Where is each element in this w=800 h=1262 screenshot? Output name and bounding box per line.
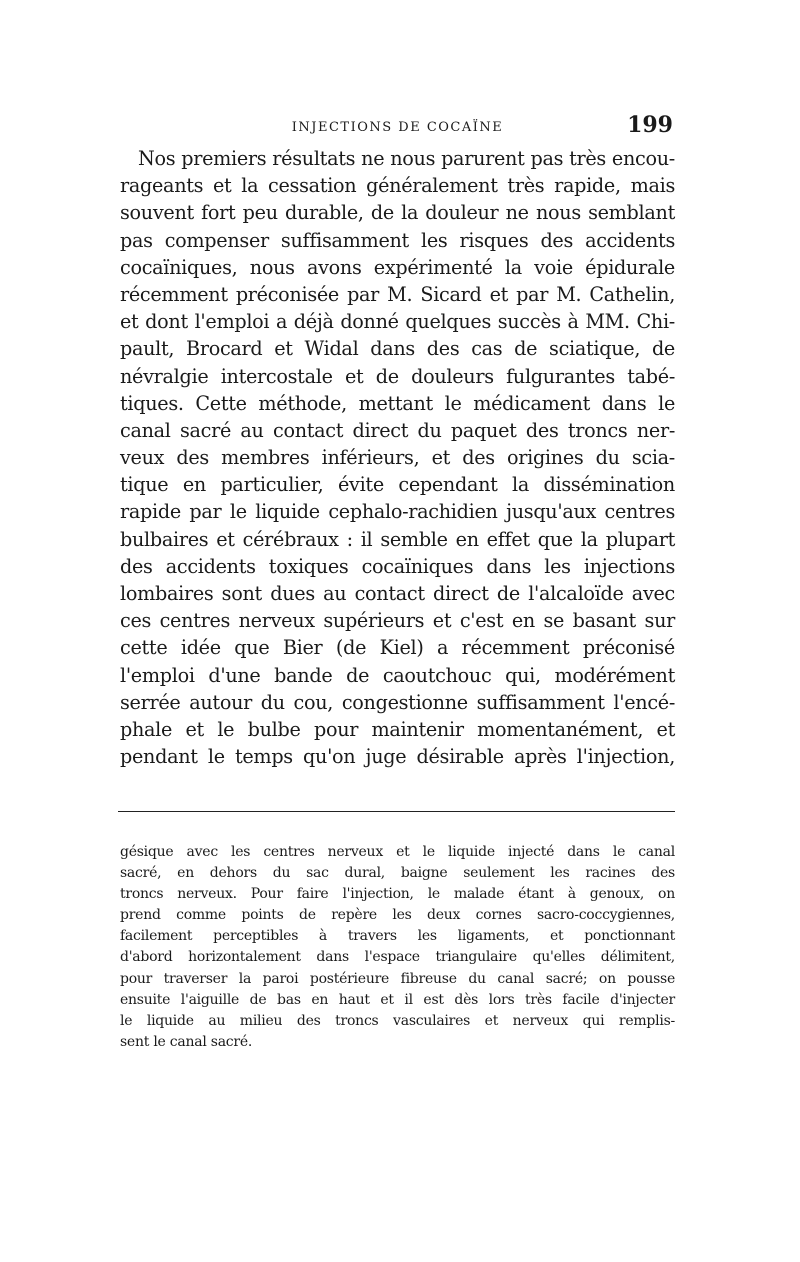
body-line: bulbaires et cérébraux : il semble en effet que la plupart xyxy=(120,527,675,551)
body-line: tiques. Cette méthode, mettant le médicament dans le xyxy=(120,391,675,415)
footnote-rule xyxy=(118,811,675,812)
body-line: lombaires sont dues au contact direct de l'alcaloïde avec xyxy=(120,582,675,605)
footnote xyxy=(120,842,675,1053)
body-line: et dont l'emploi a déjà donné quelques succès à MM. Chi- xyxy=(120,310,675,334)
body-line: souvent fort peu durable, de la douleur ne nous semblant xyxy=(120,201,675,225)
body-line: cette idée que Bier (de Kiel) a récemment préconisé xyxy=(120,636,675,660)
body-line: rageants et la cessation généralement très rapide, mais xyxy=(120,174,675,198)
body-line: névralgie intercostale et de douleurs fulgurantes tabé- xyxy=(120,364,675,388)
footnote-line: troncs nerveux. Pour faire l'injection, le malade étant à genoux, on xyxy=(120,886,675,903)
footnote-line: d'abord horizontalement dans l'espace triangulaire qu'elles délimitent, xyxy=(120,949,675,966)
body-line: rapide par le liquide cephalo-rachidien jusqu'aux centres xyxy=(120,500,675,524)
footnote-line: ensuite l'aiguille de bas en haut et il est dès lors très facile d'injecter xyxy=(120,991,675,1008)
body-line: pault, Brocard et Widal dans des cas de sciatique, de xyxy=(120,337,675,361)
footnote-line: gésique avec les centres nerveux et le liquide injecté dans le canal xyxy=(120,844,675,860)
body-line: phale et le bulbe pour maintenir momentanément, et xyxy=(120,717,675,741)
footnote-line: prend comme points de repère les deux cornes sacro-coccygiennes, xyxy=(120,907,675,924)
footnote-line: sent le canal sacré. xyxy=(120,1033,253,1050)
running-head xyxy=(120,112,675,142)
body-line: ces centres nerveux supérieurs et c'est en se basant sur xyxy=(120,609,675,633)
page-number: 199 xyxy=(627,112,673,138)
body-line: veux des membres inférieurs, et des origines du scia- xyxy=(120,446,675,470)
body-line: l'emploi d'une bande de caoutchouc qui, modérément xyxy=(120,663,675,687)
body-line: pas compenser suffisamment les risques des accidents xyxy=(120,228,675,252)
body-line: canal sacré au contact direct du paquet des troncs ner- xyxy=(120,418,675,442)
main-text xyxy=(120,145,675,770)
body-line: pendant le temps qu'on juge désirable après l'injection, xyxy=(120,745,675,769)
body-line: serrée autour du cou, congestionne suffisamment l'encé- xyxy=(120,690,675,714)
body-line: Nos premiers résultats ne nous parurent pas très encou- xyxy=(138,147,675,170)
body-line: des accidents toxiques cocaïniques dans les injections xyxy=(120,554,675,578)
footnote-line: le liquide au milieu des troncs vasculaires et nerveux qui remplis- xyxy=(120,1012,675,1029)
footnote-line: pour traverser la paroi postérieure fibreuse du canal sacré; on pousse xyxy=(120,970,675,987)
footnote-line: sacré, en dehors du sac dural, baigne seulement les racines des xyxy=(120,865,675,882)
footnote-line: facilement perceptibles à travers les ligaments, et ponctionnant xyxy=(120,928,675,945)
body-line: tique en particulier, évite cependant la dissémination xyxy=(120,473,675,497)
body-line: récemment préconisée par M. Sicard et par M. Cathelin, xyxy=(120,282,675,306)
body-line: cocaïniques, nous avons expérimenté la voie épidurale xyxy=(120,255,675,279)
running-title: INJECTIONS DE COCAÏNE xyxy=(291,120,504,135)
